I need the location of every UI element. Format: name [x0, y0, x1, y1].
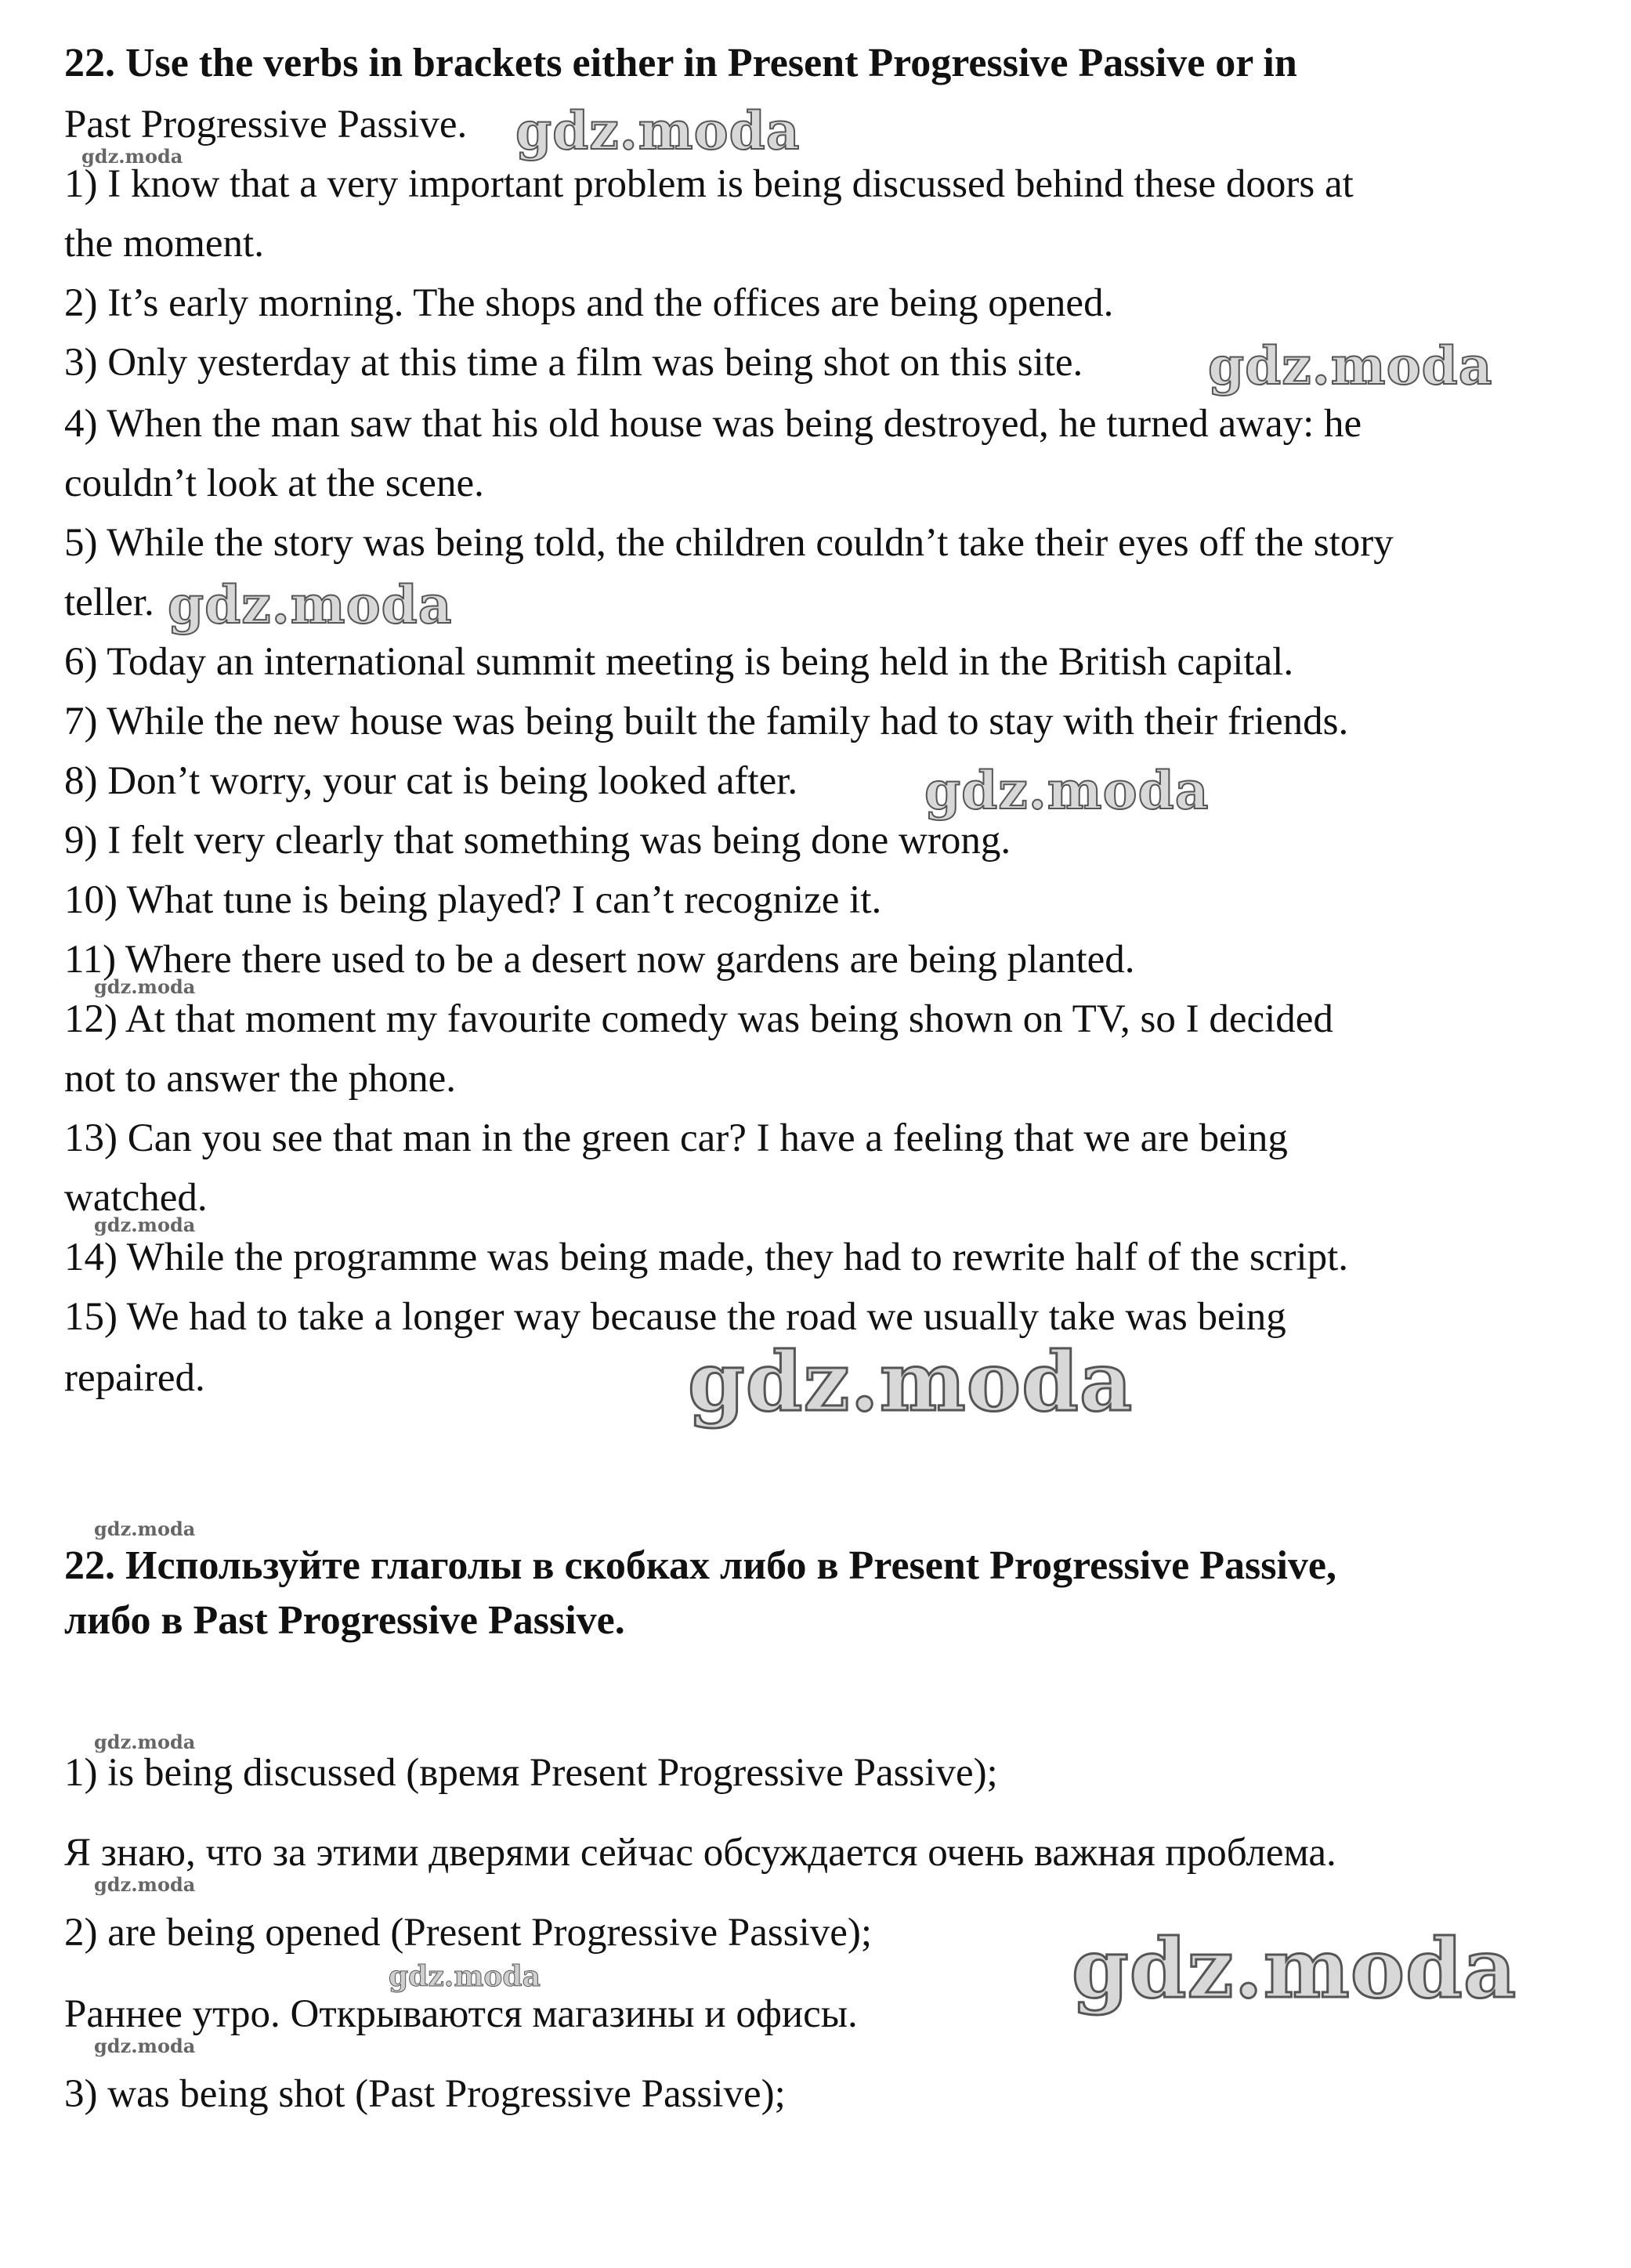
answer-line-1-cont: the moment. — [64, 222, 264, 266]
watermark-small: gdz.moda — [94, 1214, 196, 1236]
translation-ru-1: Я знаю, что за этими дверями сейчас обсуждается очень важная проблема. — [64, 1831, 1336, 1875]
answer-line-7: 7) While the new house was being built the family had to stay with their friends. — [64, 700, 1349, 743]
watermark-small: gdz.moda — [94, 2035, 196, 2057]
answer-line-1: 1) I know that a very important problem is being discussed behind these doors at — [64, 162, 1354, 206]
translation-ru-2: Раннее утро. Открываются магазины и офисы. — [64, 1992, 858, 2036]
answer-line-5: 5) While the story was being told, the children couldn’t take their eyes off the story — [64, 521, 1394, 565]
watermark: gdz.moda — [168, 574, 453, 635]
exercise-heading-continued: Past Progressive Passive. — [64, 103, 468, 146]
answer-line-6: 6) Today an international summit meeting is being held in the British capital. — [64, 640, 1294, 684]
answer-line-4-cont: couldn’t look at the scene. — [64, 461, 484, 505]
answer-line-10: 10) What tune is being played? I can’t recognize it. — [64, 878, 882, 922]
answer-line-9: 9) I felt very clearly that something was being done wrong. — [64, 819, 1011, 863]
answer-line-8: 8) Don’t worry, your cat is being looked after. — [64, 759, 798, 803]
exercise-heading-ru: 22. Используйте глаголы в скобках либо в Present Progressive Passive, — [64, 1543, 1336, 1588]
answer-line-13-cont: watched. — [64, 1176, 208, 1220]
answer-line-13: 13) Can you see that man in the green car? I have a feeling that we are being — [64, 1116, 1288, 1160]
watermark-large: gdz.moda — [688, 1333, 1134, 1430]
exercise-heading-ru-continued: либо в Past Progressive Passive. — [64, 1598, 625, 1643]
watermark-small: gdz.moda — [94, 1517, 196, 1540]
answer-line-11: 11) Where there used to be a desert now gardens are being planted. — [64, 938, 1135, 982]
watermark: gdz.moda — [1208, 335, 1493, 396]
watermark-medium: gdz.moda — [389, 1960, 541, 1993]
answer-line-14: 14) While the programme was being made, they had to rewrite half of the script. — [64, 1235, 1349, 1279]
watermark-small: gdz.moda — [81, 145, 183, 168]
watermark: gdz.moda — [515, 100, 801, 161]
answer-line-15: 15) We had to take a longer way because the road we usually take was being — [64, 1295, 1286, 1339]
answer-ru-2: 2) are being opened (Present Progressive Passive); — [64, 1911, 873, 1955]
exercise-heading: 22. Use the verbs in brackets either in Present Progressive Passive or in — [64, 41, 1297, 85]
answer-ru-3: 3) was being shot (Past Progressive Passive); — [64, 2072, 786, 2116]
watermark-small: gdz.moda — [94, 1873, 196, 1896]
answer-line-2: 2) It’s early morning. The shops and the offices are being opened. — [64, 281, 1114, 325]
watermark-large: gdz.moda — [1072, 1920, 1517, 2017]
watermark: gdz.moda — [924, 760, 1210, 821]
watermark-small: gdz.moda — [94, 975, 196, 998]
answer-line-12-cont: not to answer the phone. — [64, 1057, 456, 1101]
answer-ru-1: 1) is being discussed (время Present Progressive Passive); — [64, 1751, 998, 1795]
answer-line-15-cont: repaired. — [64, 1356, 205, 1400]
watermark-small: gdz.moda — [94, 1731, 196, 1753]
answer-line-3: 3) Only yesterday at this time a film was being shot on this site. — [64, 341, 1083, 385]
answer-line-5-cont: teller. — [64, 581, 154, 624]
answer-line-12: 12) At that moment my favourite comedy was being shown on TV, so I decided — [64, 997, 1333, 1041]
answer-line-4: 4) When the man saw that his old house was being destroyed, he turned away: he — [64, 402, 1362, 446]
